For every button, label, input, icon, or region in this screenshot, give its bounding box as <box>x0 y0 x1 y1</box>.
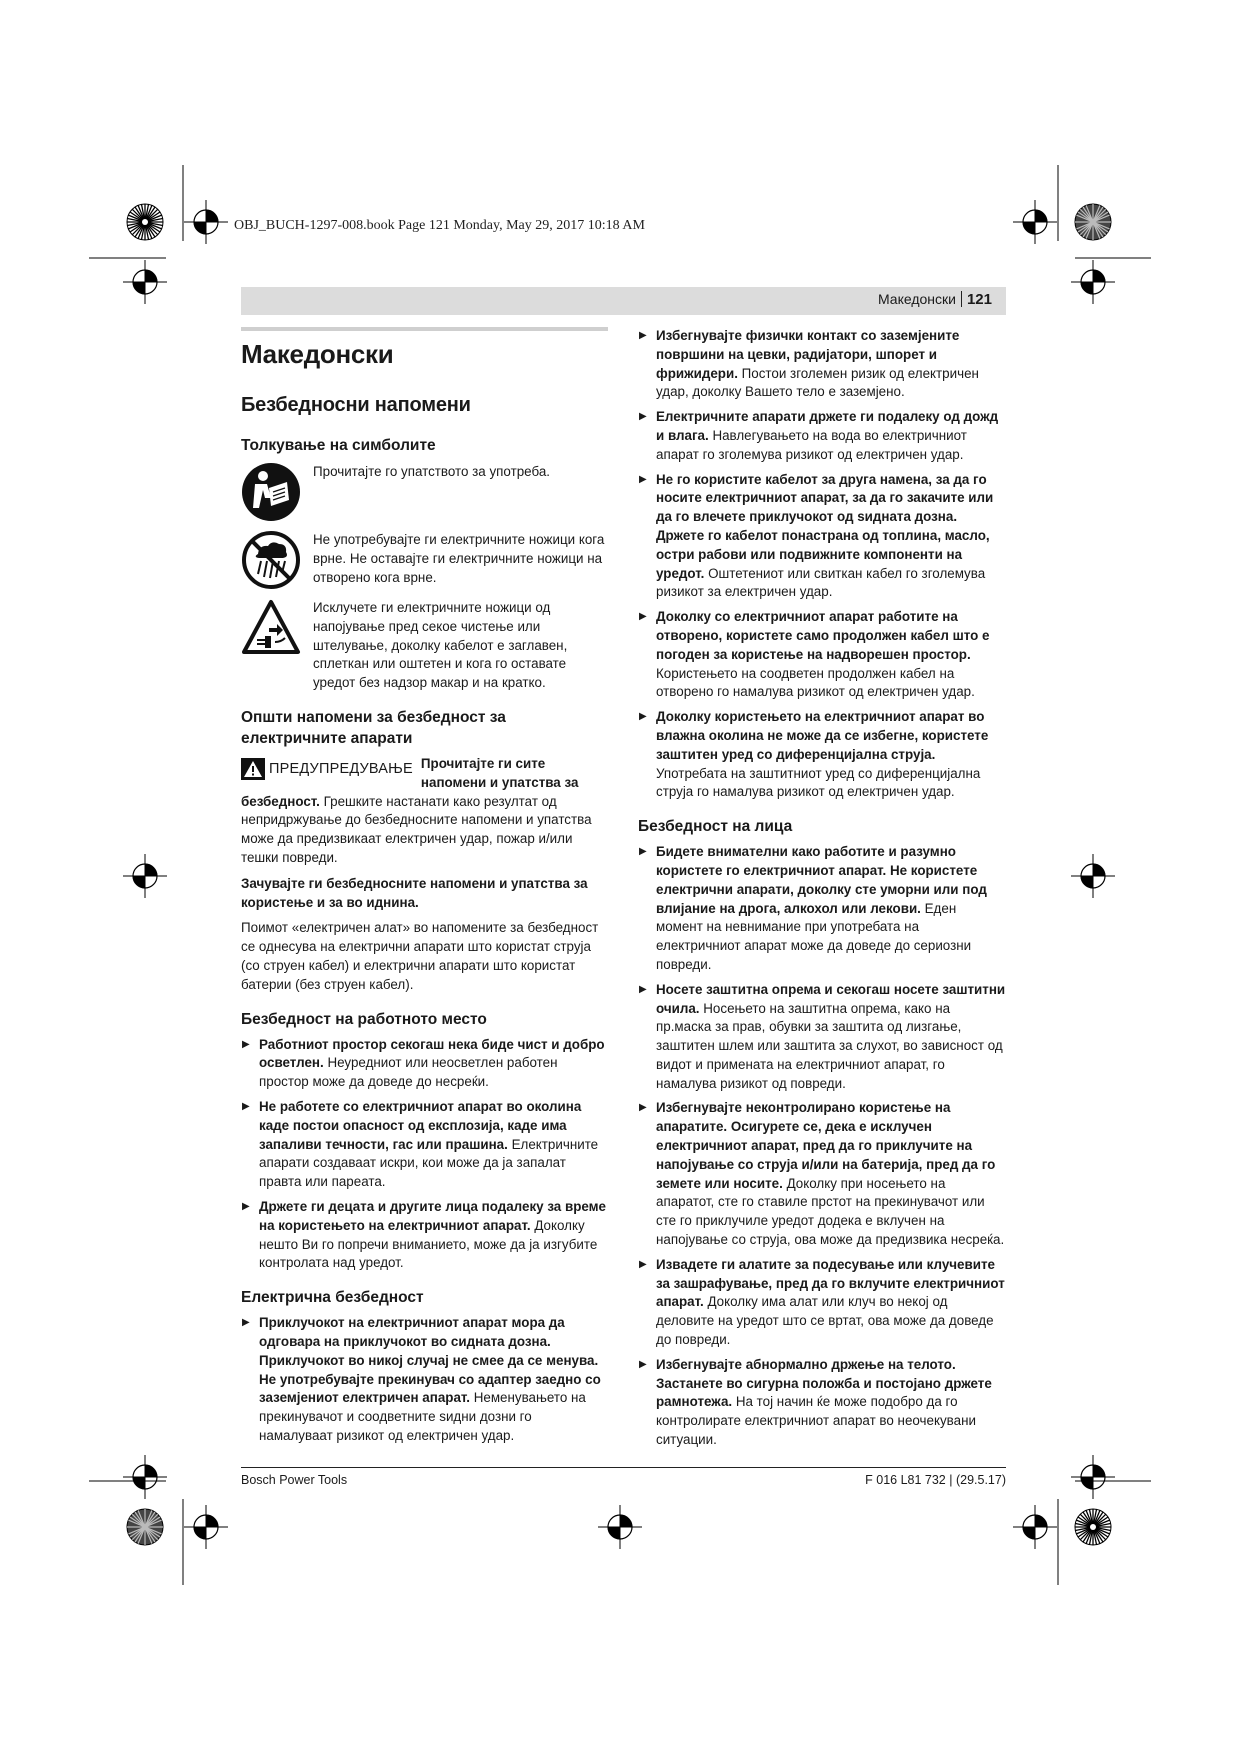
left-column <box>241 327 608 1452</box>
list-item <box>638 981 1006 1094</box>
footer-brand: Bosch Power Tools <box>241 1473 348 1487</box>
electrical-list-right <box>638 327 1006 802</box>
item-text: На тој начин ќе може подобро да го контролирате електричниот апарат во неочекувани ситуации. <box>656 1394 976 1448</box>
list-item <box>241 1098 608 1192</box>
list-item <box>638 408 1006 464</box>
list-item <box>241 1036 608 1092</box>
symbol-text: Не употребувајте ги електричните ножици кога врне. Не оставајте ги електричните ножици на отворено кога врне. <box>313 532 605 585</box>
item-bold: Избегнувајте абнормално држење на телото. Застанете во сигурна положба и постојано држете рамнотежа. <box>656 1356 992 1410</box>
list-item <box>638 327 1006 402</box>
electrical-list-left <box>241 1314 608 1446</box>
footer-doc-code: F 016 L81 732 | (29.5.17) <box>865 1473 1006 1487</box>
item-text: Еден момент на невнимание при употребата на електричниот апарат може да доведе до сериозни повреди. <box>656 900 972 972</box>
symbol-row <box>241 530 608 590</box>
symbol-row <box>241 598 608 693</box>
item-text: Носењето на заштитна опрема, како на пр.маска за прав, обувки за заштита од лизгање, заштитен шлем или заштита за слухот, во зависност од видот и примената на електричниот апарат, го намалува ризикот од повреди. <box>656 1000 1003 1091</box>
symbol-text: Исклучете ги електричните ножици од напојување пред секое чистење или штелување, доколку кабелот е заглавен, сплеткан или оштетен и кога го оставате уредот без надзор макар и на кратко. <box>313 600 568 691</box>
list-item <box>638 843 1006 975</box>
item-text: Доколку има алат или клуч во некој од деловите на уредот што се вртат, ова може да доведе до повреди. <box>656 1294 994 1348</box>
item-bold: Носете заштитна опрема и секогаш носете заштитни очила. <box>656 981 1006 1016</box>
warning-block <box>241 755 608 868</box>
list-item <box>638 708 1006 802</box>
electrical-heading: Електрична безбедност <box>241 1289 424 1307</box>
keep-instructions-note <box>241 875 608 913</box>
item-text: Користењето на соодветен продолжен кабел на отворено го намалува ризикот од електричен удар. <box>656 665 975 700</box>
item-bold: Приклучокот на електричниот апарат мора да одговара на приклучокот во сидната дозна. Приклучокот во никој случај не смее да се менува. Не употребувајте прекинувач со адаптер заедно со заземјениот електричен апарат. <box>259 1315 601 1406</box>
term-note: Поимот «електричен алат» во напомените за безбедност се однесува на електрични апарати што користат струја (со струен кабел) и електрични апарати што користат батерии (без струен кабел). <box>241 920 599 992</box>
item-text: Неуредниот или неосветлен работен простор може да доведе до несреќи. <box>259 1055 558 1090</box>
warning-word: ПРЕДУПРЕДУВАЊЕ <box>269 760 413 777</box>
item-bold: Избегнувајте неконтролирано користење на апаратите. Осигурете се, дека е исклучен електричниот апарат, пред да го приклучите на напојување со струја и/или на батерија, пред да го земете или носите. <box>656 1100 996 1191</box>
language-rule <box>241 327 608 331</box>
item-bold: Извадете ги алатите за подесување или клучевите за зашрафување, пред да го вклучите електричниот апарат. <box>656 1256 1005 1310</box>
workplace-list <box>241 1036 608 1274</box>
item-text: Електричните апарати создаваат искри, кои може да ја запалат правта или пареата. <box>259 1136 599 1190</box>
list-item <box>638 1356 1006 1450</box>
symbol-row <box>241 462 608 522</box>
item-bold: Доколку со електричниот апарат работите на отворено, користете само продолжен кабел што е погоден за користење на надворешен простор. <box>656 609 990 662</box>
no-rain-icon <box>241 530 301 590</box>
footer-rule <box>241 1467 1006 1468</box>
page-header <box>241 287 1006 315</box>
item-bold: Не работете со електричниот апарат во околина каде постои опасност од експлозија, каде има запаливи течности, гас или прашина. <box>259 1098 582 1152</box>
section-title: Безбедносни напомени <box>241 394 471 416</box>
warning-bold: Прочитајте ги сите напомени и упатства за безбедност. <box>241 755 579 809</box>
item-text: Навлегувањето на вода во електричниот апарат го зголемува ризикот од електричен удар. <box>656 427 967 462</box>
item-bold: Не го користите кабелот за друга намена, за да го носите електричниот апарат, за да го закачите или да го влечете приклучокот од sидната дозна. Држете го кабелот понастрана од топлина, масло, остри рабови или подвижните компоненти на уредот. <box>656 471 994 581</box>
warning-triangle-icon <box>241 758 265 780</box>
persons-heading: Безбедност на лица <box>638 818 793 836</box>
warning-badge <box>241 755 413 780</box>
persons-list <box>638 843 1006 1450</box>
list-item <box>638 1256 1006 1350</box>
item-text: Оштетениот или свиткан кабел го зголемува ризикот за електричен удар. <box>656 565 986 600</box>
item-text: Доколку при носењето на апаратот, сте го ставиле прстот на прекинувачот или сте го приклучиле уредот додека е вклучен на напојување со струја, ова може да предизвика несреќа. <box>656 1175 1005 1248</box>
symbol-text: Прочитајте го упатството за употреба. <box>313 464 550 479</box>
header-section: Македонски <box>877 291 956 307</box>
warning-text: Грешките настанати како резултат од непридржување до безбедносните напомени и упатства може да предизвикаат електричен удар, пожар и/или тешки повреди. <box>241 793 592 865</box>
item-text: Неменувањето на прекинувачот и соодветните sидни дозни го намалуваат ризикот од електричен удар. <box>259 1390 586 1443</box>
list-item <box>638 608 1006 702</box>
item-text: Доколку нешто Ви го попречи вниманието, може да ја изгубите контролата над уредот. <box>259 1217 598 1271</box>
item-bold: Електричните апарати држете ги подалеку од дожд и влага. <box>656 409 999 443</box>
item-text: Употребата на заштитниот уред со диференцијална струја го намалува ризикот од електричен удар. <box>656 765 981 800</box>
header-text <box>878 291 992 308</box>
list-item <box>241 1198 608 1273</box>
file-info: OBJ_BUCH-1297-008.book Page 121 Monday, May 29, 2017 10:18 AM <box>234 218 645 233</box>
item-bold: Избегнувајте физички контакт со заземјените површини на цевки, радијатори, шпорет и фрижидери. <box>656 328 960 381</box>
read-manual-icon <box>241 462 301 522</box>
item-bold: Бидете внимателни како работите и разумно користете го електричниот апарат. Не користете електрични апарати, доколку сте уморни или под влијание на дрога, алкохол или лекови. <box>656 844 987 916</box>
page-number: 121 <box>966 291 992 308</box>
page-title: Македонски <box>241 339 394 369</box>
item-bold: Работниот простор секогаш нека биде чист и добро осветлен. <box>259 1036 605 1071</box>
general-safety-heading: Општи напомени за безбедност за електричните апарати <box>241 708 506 747</box>
list-item <box>638 471 1006 603</box>
workplace-heading: Безбедност на работното место <box>241 1010 487 1028</box>
keep-note-bold: Зачувајте ги безбедносните напомени и упатства за користење и за во иднина. <box>241 875 588 910</box>
list-item <box>241 1314 608 1446</box>
item-text: Постои зголемен ризик од електричен удар, доколку Вашето тело е заземјено. <box>656 365 979 400</box>
symbols-heading: Толкување на симболите <box>241 437 436 454</box>
unplug-warning-icon <box>241 598 301 658</box>
item-bold: Држете ги децата и другите лица подалеку за време на користењето на електричниот апарат. <box>259 1198 607 1233</box>
list-item <box>638 1099 1006 1249</box>
header-separator <box>961 291 962 307</box>
item-bold: Доколку користењето на електричниот апарат во влажна околина не може да се избегне, користете заштитен уред со диференцијална струја. <box>656 709 989 762</box>
right-column <box>638 327 1006 1456</box>
